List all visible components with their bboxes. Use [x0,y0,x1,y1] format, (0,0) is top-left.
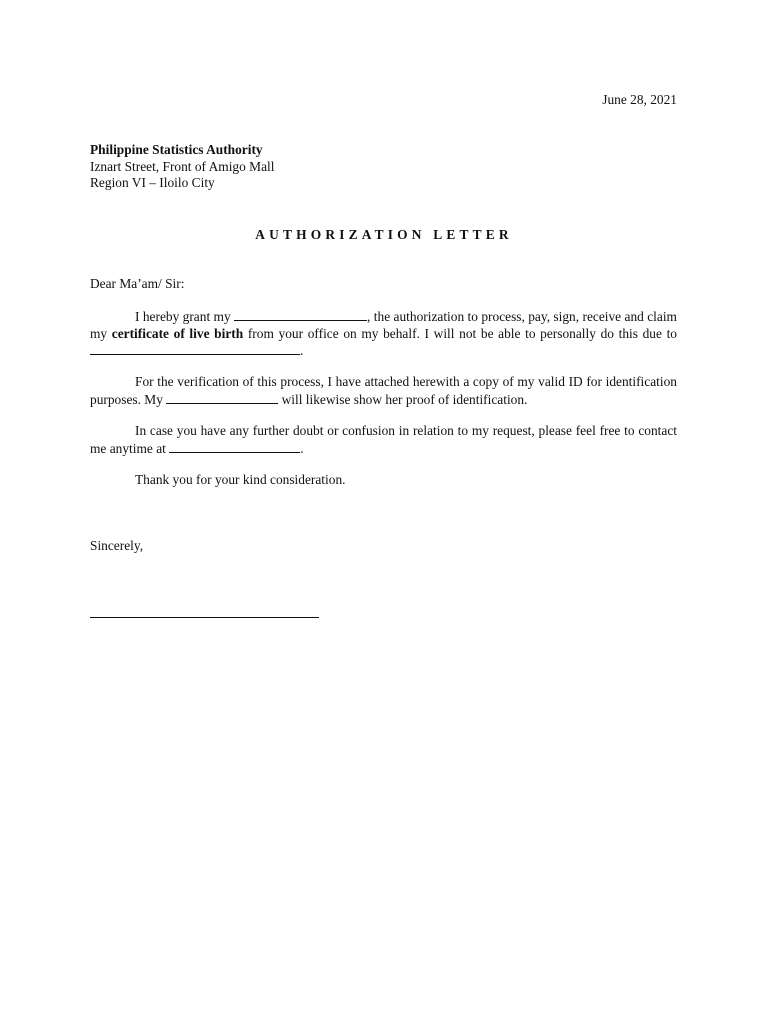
paragraph1-bold: certificate of live birth [111,325,244,341]
salutation: Dear Ma’am/ Sir: [90,276,185,291]
paragraph4-text: Thank you for your kind consideration. [135,472,346,487]
paragraph-authorization [90,308,677,360]
letter-title: AUTHORIZATION LETTER [255,227,513,242]
blank-line-reason [90,342,300,355]
paragraph1-part4: . [300,343,304,358]
recipient-address-line1: Iznart Street, Front of Amigo Mall [90,158,275,174]
paragraph-thanks [90,472,677,489]
paragraph2-part2: will likewise show her proof of identification. [278,391,528,407]
paragraph1-part3: from your office on my behalf. I will not be able to personally do this due to [243,325,678,341]
paragraph1-part2: , the authorization to process, pay, sign, receive and claim my [90,309,677,341]
blank-line-authorized-person [234,308,367,321]
paragraph3-part1: In case you have any further doubt or confusion in relation to my request, please feel free to contact me anytime at [90,423,677,456]
signature-line [90,617,319,618]
recipient-address-line2: Region VI – Iloilo City [90,175,215,190]
recipient-name: Philippine Statistics Authority [90,142,263,157]
recipient-block [90,142,274,192]
paragraph-contact [90,423,677,457]
paragraph2-part1: For the verification of this process, I have attached herewith a copy of my valid ID for identification purposes. My [90,374,677,407]
blank-line-contact [169,440,300,453]
paragraph3-part2: . [300,440,304,456]
blank-line-relation [166,391,278,404]
paragraph1-part1: I hereby grant my [135,309,235,324]
letter-date: June 28, 2021 [602,92,677,107]
paragraph-verification [90,374,677,408]
closing: Sincerely, [90,538,144,553]
